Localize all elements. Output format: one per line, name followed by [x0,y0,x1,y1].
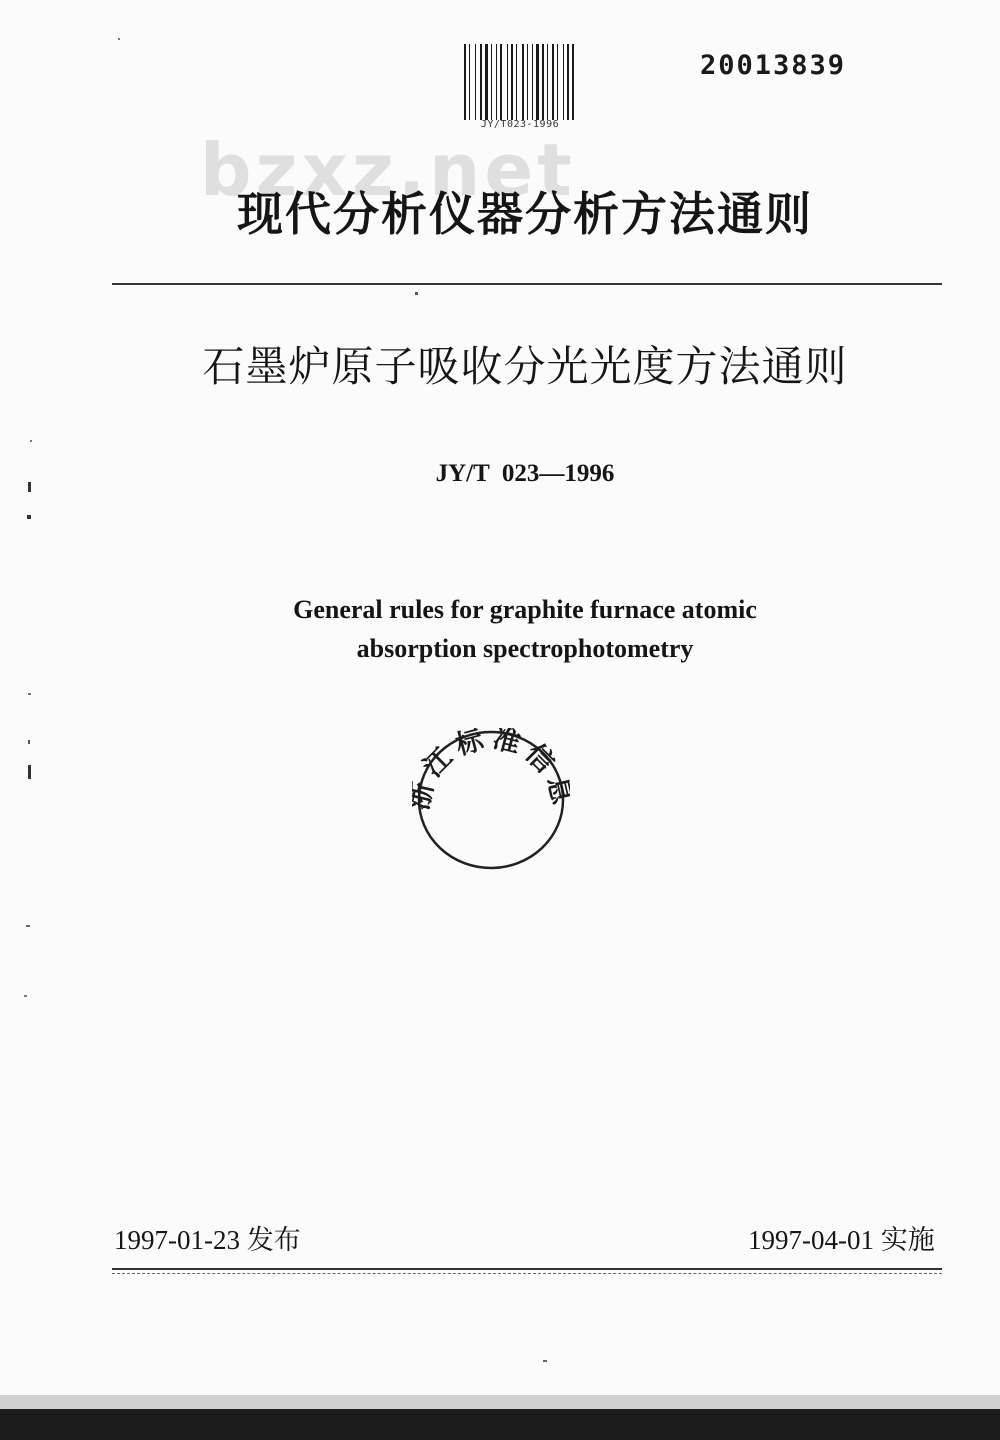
issue-date: 1997-01-23 发布 [114,1225,301,1255]
barcode-caption: JY/T023-1996 [480,119,560,130]
series-title: 现代分析仪器分析方法通则 [237,187,813,241]
effective-date: 1997-04-01 实施 [748,1225,935,1255]
watermark: bzxz.net [200,128,576,212]
english-title-line-1: General rules for graphite furnace atomic [293,595,757,624]
stamp-text: 江标准信 [417,728,565,784]
scan-edge-band [0,1395,1000,1440]
standard-title: 石墨炉原子吸收分光光度方法通则 [202,342,848,391]
english-title-line-2: absorption spectrophotometry [356,634,694,663]
document-number: 20013839 [700,50,847,81]
standard-code: JY/T 023—1996 [435,460,615,487]
